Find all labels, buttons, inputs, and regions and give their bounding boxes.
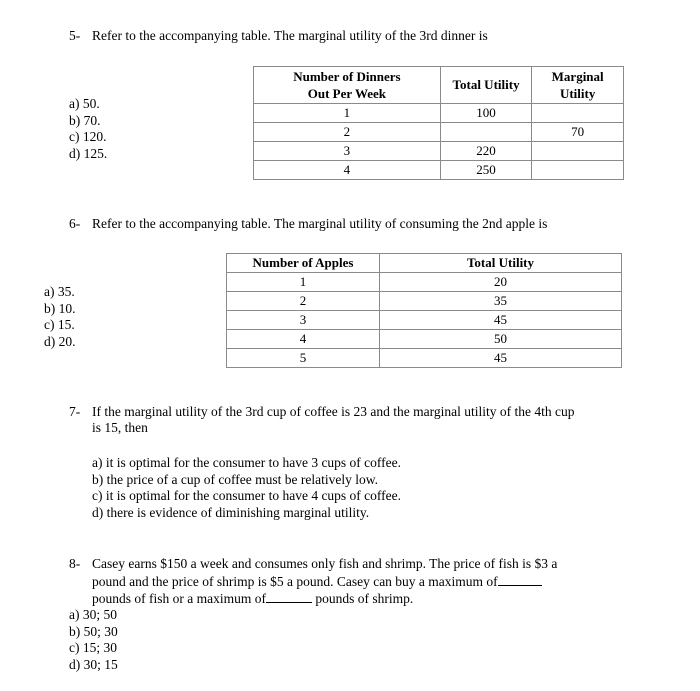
q8-option-d: d) 30; 15 <box>69 657 118 673</box>
q5-header-dinners-line2: Out Per Week <box>307 85 387 101</box>
q5-cell-tu: 100 <box>440 104 532 123</box>
q6-table <box>226 253 622 368</box>
q6-cell-n: 1 <box>227 273 380 292</box>
q5-cell-mu <box>532 161 624 180</box>
q6-option-b: b) 10. <box>44 300 76 316</box>
q5-header-total: Total Utility <box>440 67 532 104</box>
q5-option-b: b) 70. <box>69 112 101 128</box>
q5-cell-mu <box>532 142 624 161</box>
q7-options <box>92 455 401 522</box>
q8-question-line3-text-b: pounds of shrimp. <box>315 591 414 606</box>
table-row <box>254 142 624 161</box>
q6-option-a: a) 35. <box>44 284 75 299</box>
q6-question-text: Refer to the accompanying table. The marginal utility of consuming the 2nd apple is <box>92 216 548 231</box>
table-row <box>227 273 622 292</box>
q6-header-apples: Number of Apples <box>227 254 380 273</box>
q6-cell-n: 5 <box>227 349 380 368</box>
q5-header-marginal-line1: Marginal <box>551 68 604 84</box>
table-row <box>254 123 624 142</box>
q7-question-line1: If the marginal utility of the 3rd cup of coffee is 23 and the marginal utility of the 4th cup <box>92 404 575 419</box>
q6-option-c: c) 15. <box>44 317 75 333</box>
q5-header-dinners-line1: Number of Dinners <box>293 68 401 84</box>
table-row <box>254 104 624 123</box>
q5-options <box>69 96 107 163</box>
q8-option-a: a) 30; 50 <box>69 607 117 622</box>
q5-option-d: d) 125. <box>69 146 108 162</box>
q7-option-d: d) there is evidence of diminishing marginal utility. <box>92 505 370 521</box>
q8-question-line3 <box>92 590 413 607</box>
q7-option-a: a) it is optimal for the consumer to have 3 cups of coffee. <box>92 455 402 470</box>
q5-cell-n: 3 <box>254 142 441 161</box>
q6-cell-n: 2 <box>227 292 380 311</box>
q8-number: 8- <box>69 556 81 571</box>
q5-cell-mu <box>532 104 624 123</box>
q7-number: 7- <box>69 404 81 419</box>
q6-cell-n: 4 <box>227 330 380 349</box>
q8-question-line3-text-a: pounds of fish or a maximum of <box>92 591 266 606</box>
q5-header-marginal <box>532 67 624 104</box>
q7-question-line2: is 15, then <box>92 420 148 435</box>
q5-table <box>253 66 624 180</box>
q5-header-dinners <box>254 67 441 104</box>
q6-cell-tu: 20 <box>379 273 621 292</box>
q5-cell-tu: 250 <box>440 161 532 180</box>
q5-option-a: a) 50. <box>69 96 100 111</box>
table-row <box>254 161 624 180</box>
q6-cell-tu: 45 <box>379 349 621 368</box>
q6-options <box>44 284 76 351</box>
q8-question-line2-text: pound and the price of shrimp is $5 a pound. Casey can buy a maximum of <box>92 574 498 589</box>
q7-option-c: c) it is optimal for the consumer to have 4 cups of coffee. <box>92 488 402 504</box>
q5-cell-n: 1 <box>254 104 441 123</box>
table-row <box>227 349 622 368</box>
q5-option-c: c) 120. <box>69 129 107 145</box>
q6-cell-n: 3 <box>227 311 380 330</box>
answer-blank <box>498 573 542 586</box>
q8-option-b: b) 50; 30 <box>69 623 118 639</box>
q5-number: 5- <box>69 28 81 43</box>
q5-cell-n: 2 <box>254 123 441 142</box>
q5-cell-tu: 220 <box>440 142 532 161</box>
q8-options <box>69 607 118 674</box>
q5-cell-n: 4 <box>254 161 441 180</box>
q5-question-text: Refer to the accompanying table. The marginal utility of the 3rd dinner is <box>92 28 488 43</box>
q6-cell-tu: 35 <box>379 292 621 311</box>
q5-header-marginal-line2: Utility <box>559 85 596 101</box>
q6-number: 6- <box>69 216 81 231</box>
q8-question-line1: Casey earns $150 a week and consumes only fish and shrimp. The price of fish is $3 a <box>92 556 558 571</box>
table-row <box>227 292 622 311</box>
table-row <box>227 311 622 330</box>
q8-question-line2 <box>92 573 542 590</box>
answer-blank <box>266 590 312 603</box>
q6-header-total: Total Utility <box>379 254 621 273</box>
q5-cell-mu: 70 <box>532 123 624 142</box>
q7-option-b: b) the price of a cup of coffee must be relatively low. <box>92 471 379 487</box>
q6-cell-tu: 50 <box>379 330 621 349</box>
q5-cell-tu <box>440 123 532 142</box>
q6-option-d: d) 20. <box>44 334 76 350</box>
q6-cell-tu: 45 <box>379 311 621 330</box>
table-row <box>227 330 622 349</box>
q8-option-c: c) 15; 30 <box>69 640 117 656</box>
